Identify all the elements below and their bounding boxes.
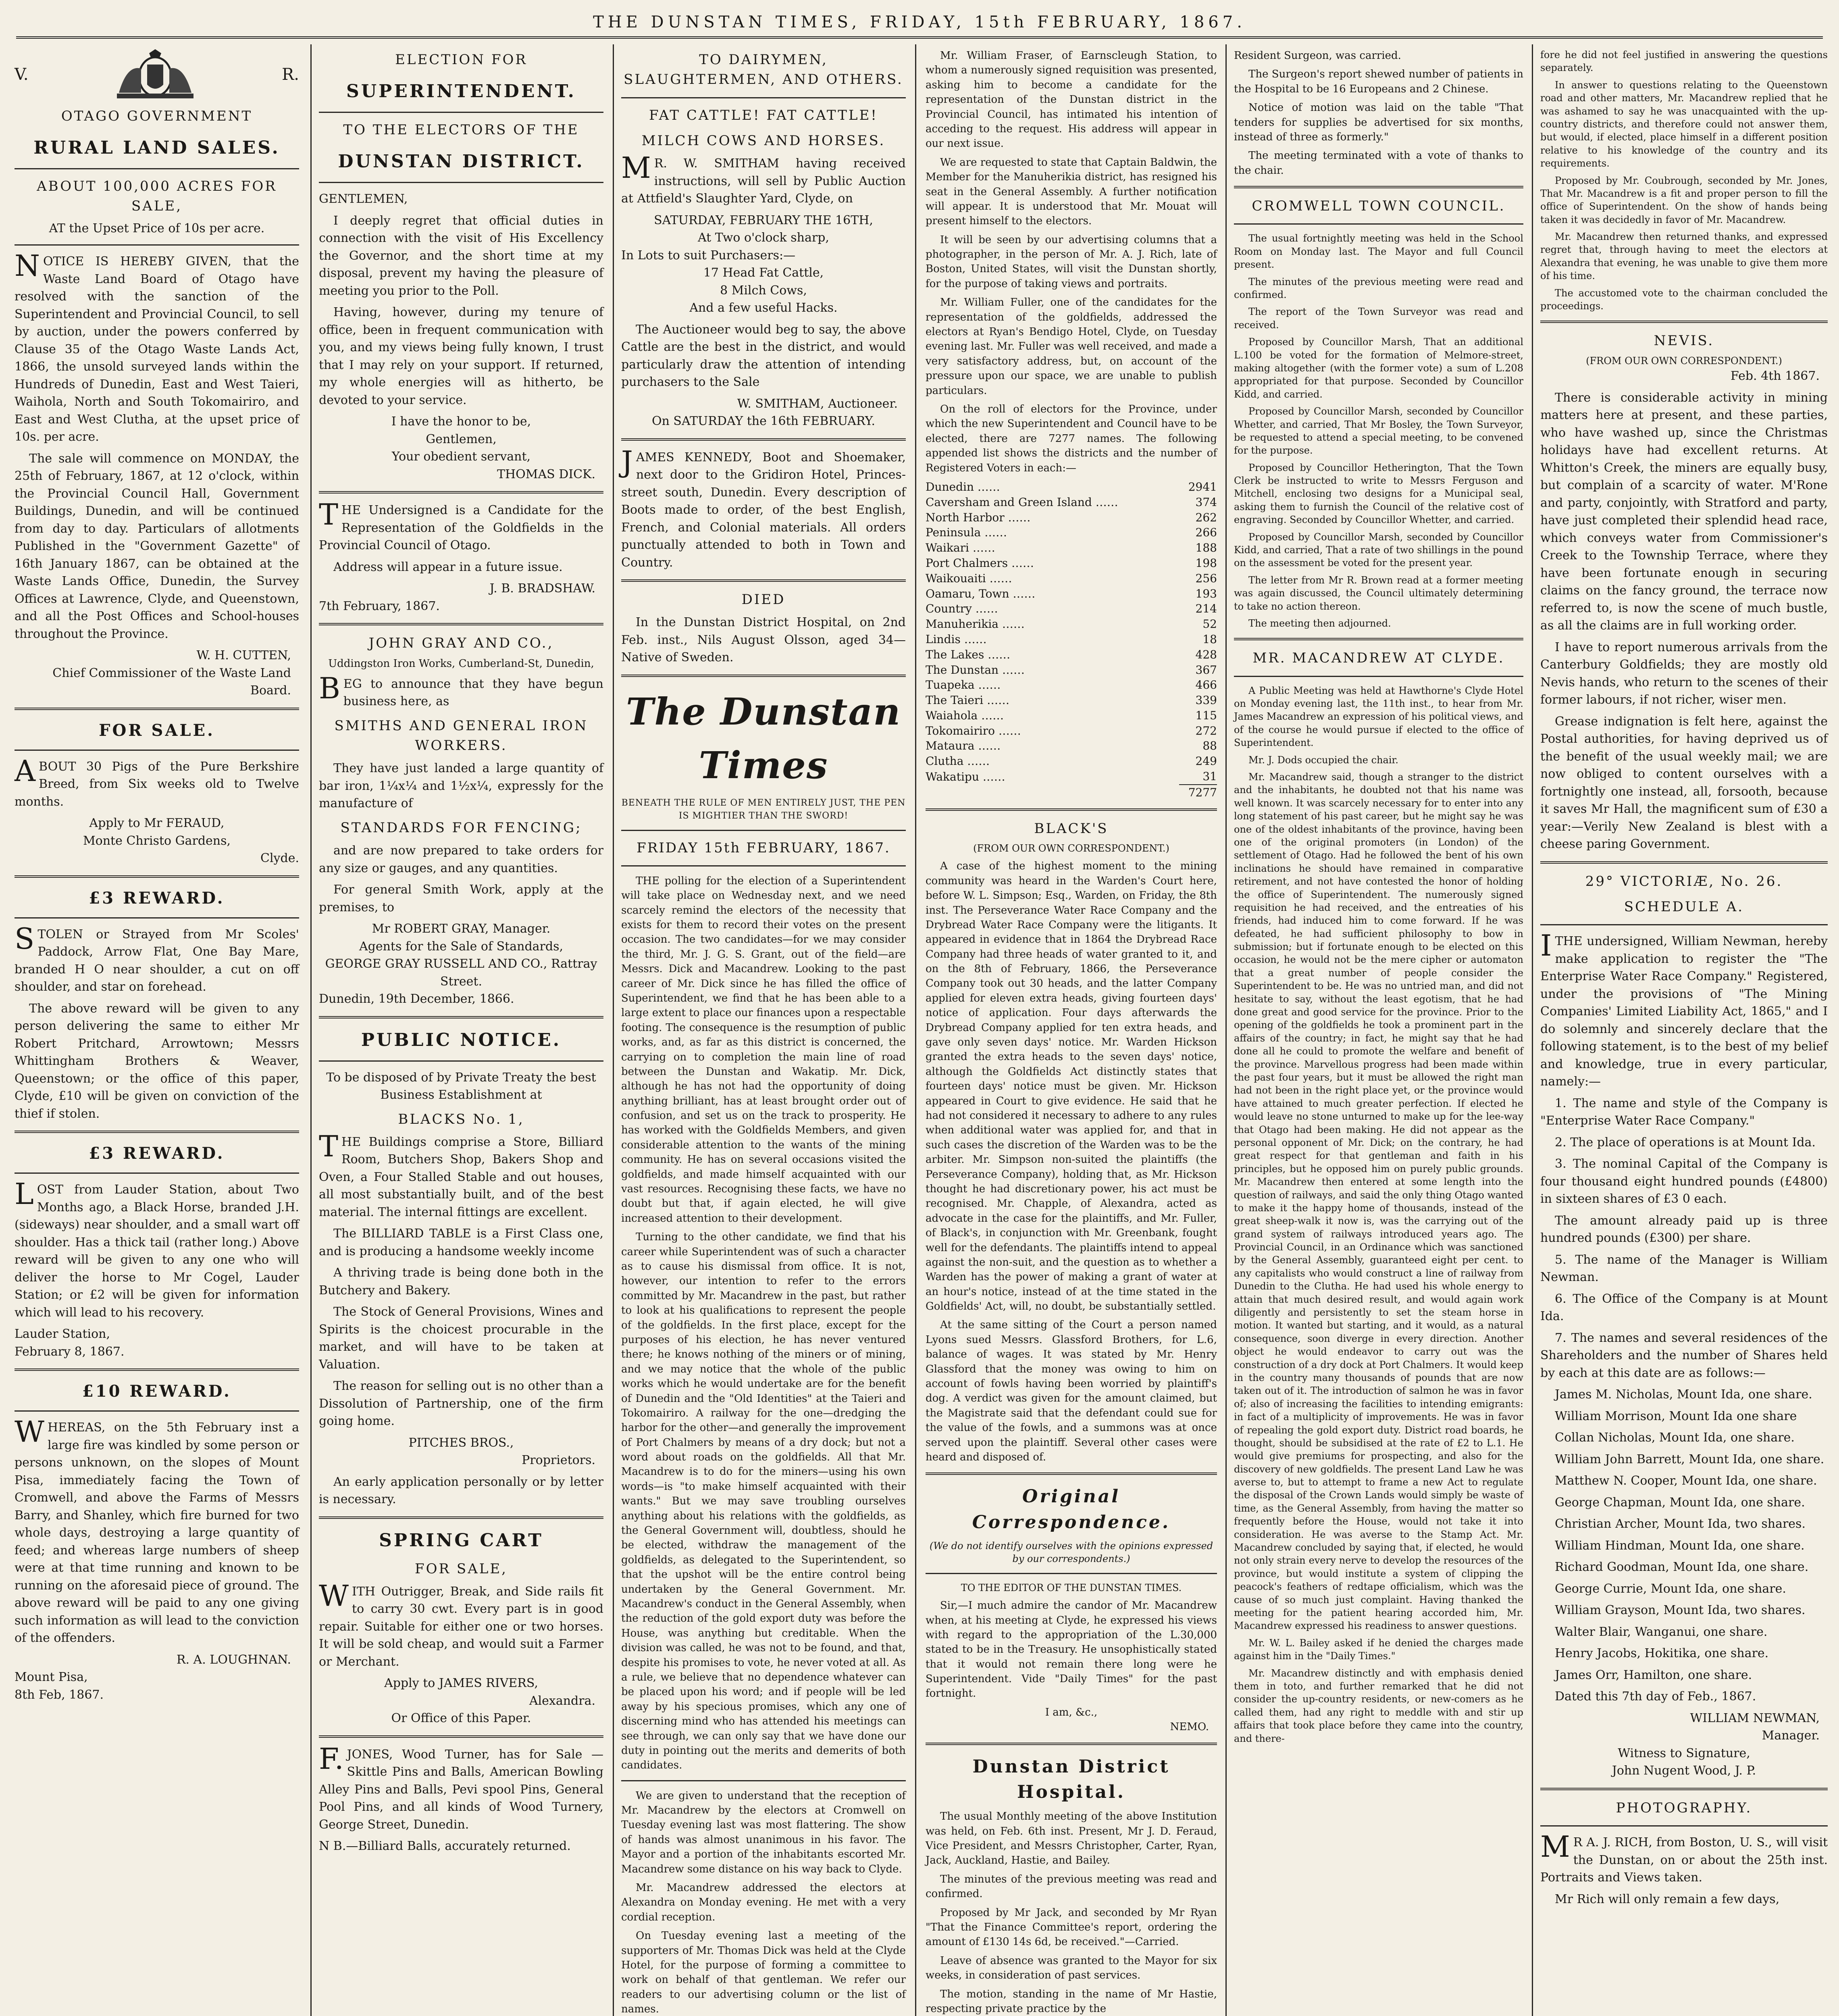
jones-body: F.JONES, Wood Turner, has for Sale —Skittle Pins and Balls, American Bowling Alley Pins and Balls, Pevi spool Pins, General Pool Pins, and all kinds of Wood Turnery, George Street, Dunedin. (319, 1741, 603, 1832)
act-dated: Dated this 7th day of Feb., 1867. (1555, 1689, 1756, 1704)
election-district: DUNSTAN DISTRICT. (338, 151, 585, 172)
voters-row (926, 723, 1217, 739)
election-close: I have the honor to be, (391, 414, 531, 429)
voters-district: Oamaru, Town …… (926, 587, 1036, 600)
news-paragraph: It will be seen by our advertising columns that a photographer, in the person of Mr. A. J. Rich, late of Boston, United States, will visit the Dunstan shortly, for the purpose of taking views and portraits. (926, 233, 1217, 290)
reward-date-3: 8th Feb, 1867. (15, 1687, 104, 1702)
macandrew-paragraph: fore he did not feel justified in answering the questions separately. (1540, 49, 1828, 74)
hospital-paragraph: Notice of motion was laid on the table "That tenders for supplies be advertised for six months, instead of three as formerly." (1234, 102, 1523, 143)
notice-signature-2: Proprietors. (522, 1453, 595, 1468)
voters-count: 339 (1195, 694, 1217, 707)
hospital-paragraph: The minutes of the previous meeting was read and confirmed. (926, 1873, 1217, 1900)
reward-date-2: February 8, 1867. (15, 1344, 125, 1359)
voters-count: 193 (1195, 587, 1217, 600)
dairy-time: At Two o'clock sharp, (698, 231, 829, 245)
voters-district: Waiahola …… (926, 708, 1004, 722)
reward-heading-3: £10 REWARD. (82, 1382, 231, 1401)
macandrew-heading: MR. MACANDREW AT CLYDE. (1252, 650, 1505, 666)
voters-district: Lindis …… (926, 632, 987, 646)
kennedy-body: JAMES KENNEDY, Boot and Shoemaker, next door to the Gridiron Hotel, Princes-street south, Dunedin. Every description of Boots made to order, of the best English, French, and Colonial materials. All orders punctually attended to both in Town and Country. (621, 444, 906, 570)
column-5 (1232, 44, 1526, 2016)
paper-motto: BENEATH THE RULE OF MEN ENTIRELY JUST, THE PEN IS MIGHTIER THAN THE SWORD! (621, 798, 906, 821)
act-witness: Witness to Signature, (1618, 1746, 1750, 1760)
candidate-signature: J. B. BRADSHAW. (489, 581, 595, 596)
land-notice-body-2: The sale will commence on MONDAY, the 25th of February, 1867, at 12 o'clock, within the Provincial Council Hall, Government Buildings, Dunedin, and will be continued from day to day. Particulars of allotments Published in the "Government Gazette" of 16th January 1867, can be obtained at the Waste Lands Office, Dunedin, the Survey Offices at Lawrence, Clyde, and Queenstown, and all the Post Offices and School-houses throughout the Province. (15, 451, 299, 641)
voters-count: 18 (1202, 632, 1217, 646)
voters-count: 428 (1195, 648, 1217, 661)
act-paragraph: 6. The Office of the Company is at Mount Ida. (1540, 1291, 1828, 1324)
act-witness-2: John Nugent Wood, J. P. (1612, 1764, 1756, 1778)
nevis-subheading: (FROM OUR OWN CORRESPONDENT.) (1586, 355, 1782, 367)
shareholder-item: William Grayson, Mount Ida, two shares. (1555, 1603, 1806, 1618)
voters-count: 2941 (1188, 480, 1217, 494)
cromwell-paragraph: Proposed by Councillor Marsh, seconded by Councillor Whetter, and carried, That Mr Bosley, the Town Surveyor, be requested to attend a special meeting, to be convened for the purpose. (1234, 406, 1523, 456)
voters-district: Wakatipu …… (926, 770, 1005, 783)
land-notice-body: NOTICE IS HEREBY GIVEN, that the Waste Land Board of Otago have resolved with the sanction of the Superintendent and Provincial Council, to sell by auction, under the powers conferred by Clause 35 of the Otago Waste Lands Act, 1866, the unsold surveyed lands within the Hundreds of Dunedin, East and West Taieri, Waihola, North and South Tokomairiro, and East and West Clutha, at the upset price of 10s. per acre. (15, 249, 299, 444)
cart-apply-2: Alexandra. (529, 1693, 595, 1708)
cromwell-paragraph: Proposed by Councillor Marsh, seconded by Councillor Kidd, and carried, That a rate of two shillings in the pound on the assessment be voted for the present year. (1234, 531, 1523, 569)
dairy-item: And a few useful Hacks. (689, 301, 838, 315)
voters-row (926, 525, 1217, 540)
hospital-paragraph: The motion, standing in the name of Mr Hastie, respecting private practice by the (926, 1988, 1217, 2015)
paper-title: The Dunstan Times (626, 689, 901, 787)
reward-place-3: Mount Pisa, (15, 1670, 88, 1685)
election-body-2: Having, however, during my tenure of office, been in frequent communication with you, and my views being fully known, I trust that I may rely on your support. If returned, my whole energies will as hitherto, be devoted to your service. (319, 305, 603, 407)
cromwell-paragraph: The report of the Town Surveyor was read and received. (1234, 306, 1523, 331)
cromwell-paragraph: The usual fortnightly meeting was held in the School Room on Monday last. The Mayor and full Council present. (1234, 233, 1523, 271)
royal-crest (15, 48, 299, 101)
crest-right-letter: R. (282, 65, 299, 84)
act-signature: WILLIAM NEWMAN, (1690, 1711, 1820, 1725)
reward-body-1: STOLEN or Strayed from Mr Scoles' Paddock, Arrow Flat, One Bay Mare, branded H O near shoulder, a cut on off shoulder, and star on forehead. (15, 921, 299, 994)
gray-body-2: They have just landed a large quantity of bar iron, 1¼x¼ and 1½x¼, expressly for the manufacture of (319, 761, 603, 811)
voters-count: 272 (1195, 724, 1217, 737)
for-sale-apply-3: Clyde. (260, 851, 299, 866)
macandrew-paragraph: Mr. Macandrew said, though a stranger to the district and the inhabitants, he doubted not that his name was well known. It was scarcely necessary for to enter into any long statement of his past career, but he might say he was one of the oldest inhabitants of the province, having been one of the original promoters (in London) of the settlement of Otago. Had he followed the bent of his own inclinations he should have remained in comparative retirement, and not have contested the honor of holding the office of Superintendent. The numerously signed requisition he had received, and the entreaties of his friends, had induced him to come forward. If he was defeated, he had sufficient philosophy to bow in submission; but if fortunate enough to be elected on this occasion, he would not be the mere cipher or automaton that a great number of people consider the Superintendent to be. He was no untried man, and did not hesitate to say, without the least egotism, that he had done great and good service for the province. Prior to the opening of the goldfields he took a prominent part in the affairs of the country; in fact, he might say that he had done all he could to promote the welfare and benefit of the province. Marvellous progress had been made within the past four years, but it must be allowed the right man had not been in the right place yet, or the province would have attained to much greater perfection. If elected he would leave no stone unturned to make up for the lee-way that Otago had been making. He did not appear as the personal opponent of Mr. Dick; on the contrary, he had great respect for that gentleman and faith in his principles, but he opposed him on purely public grounds. Mr. Macandrew then entered at some length into the question of railways, and said the only thing Otago wanted to make it the happy home of thousands, instead of the great sheep-walk it now is, was the carrying out of the grand system of railways introduced years ago. The Provincial Council, in an Ordinance which was sanctioned by the General Assembly, guaranteed eight per cent. to any capitalists who would construct a line of railway from Dunedin to the Clutha. He had used his whole energy to attain that much desired result, and would again work diligently and persistently to set the steam horse in motion. It wanted but starting, and it would, as a natural consequence, soon diverge in every direction. Another object he would endeavor to carry out was the construction of a dry dock at Port Chalmers. It would keep in the country many thousands of pounds that are now taken out of it. The introduction of salmon he was in favor of; also of increasing the facilities to intending emigrants: in fact of a multiplicity of improvements. He was in favor of repealing the gold export duty. District road boards, he thought, should be subsidised at the rate of £2 to L.1. He would give premiums for prospecting, and also for the discovery of new goldfields. The present Land Law he was averse to, but to attempt to frame a new Act to regulate the disposal of the Crown Lands would simply be waste of time, as the General Assembly, from having the matter so frequently before the House, would not take it into consideration. He was averse to the Stamp Act. Mr. Macandrew concluded by saying that, if elected, he would not only strain every nerve to develop the resources of the province, but would institute a system of clipping the peacock's feathers of redtape officialism, which was the cause of so much just complaint. Having thanked the meeting for the patient hearing accorded him, Mr. Macandrew expressed his readiness to answer questions. (1234, 771, 1523, 1632)
voters-district: North Harbor …… (926, 510, 1031, 524)
photography-heading: PHOTOGRAPHY. (1616, 1799, 1752, 1816)
voters-district: The Dunstan …… (926, 663, 1025, 677)
election-heading: ELECTION FOR (395, 52, 527, 68)
cromwell-paragraph: The letter from Mr R. Brown read at a former meeting was again discussed, the Council ultimately determining to take no action thereon. (1234, 574, 1523, 612)
shareholder-item: James Orr, Hamilton, one share. (1555, 1668, 1752, 1682)
cromwell-paragraph: The minutes of the previous meeting were read and confirmed. (1234, 276, 1523, 300)
correspondence-signature: NEMO. (1170, 1721, 1209, 1733)
voters-count: 262 (1195, 510, 1217, 524)
for-sale-apply: Apply to Mr FERAUD, (89, 816, 225, 831)
photography-paragraph: MR A. J. RICH, from Boston, U. S., will visit the Dunstan, on or about the 25th inst. Portraits and Views taken. (1540, 1830, 1828, 1885)
gray-agents-2: GEORGE GRAY RUSSELL AND CO., Rattray Street. (325, 957, 597, 989)
gray-body-3: and are now prepared to take orders for any size or gauges, and any quantities. (319, 843, 603, 875)
gray-body: BEG to announce that they have begun business here, as (319, 671, 603, 709)
voters-count: 374 (1195, 495, 1217, 509)
reward-heading-1: £3 REWARD. (89, 888, 225, 908)
news-paragraph: On the roll of electors for the Province, under which the new Superintendent and Council have to be elected, there are 7277 names. The following appended list shows the districts and the number of Registered Voters in each:— (926, 403, 1217, 474)
paper-date: FRIDAY 15th FEBRUARY, 1867. (637, 839, 890, 856)
act-paragraph: 1. The name and style of the Company is "Enterprise Water Race Company." (1540, 1096, 1828, 1128)
column-2 (316, 44, 606, 2016)
jones-nb: N B.—Billiard Balls, accurately returned. (319, 1839, 571, 1854)
gray-trade: SMITHS AND GENERAL IRON WORKERS. (334, 717, 588, 754)
voters-row (926, 540, 1217, 556)
candidate-body: THE Undersigned is a Candidate for the Representation of the Goldfields in the Provincial Council of Otago. (319, 498, 603, 553)
gray-address: Uddingston Iron Works, Cumberland-St, Dunedin, (328, 658, 594, 670)
coat-of-arms-icon (111, 48, 200, 101)
editorial-paragraph: We are given to understand that the reception of Mr. Macandrew by the electors at Cromwell on Tuesday evening last was most flattering. The show of hands was almost unanimous in his favor. The Mayor and a portion of the inhabitants escorted Mr. Macandrew some distance on his way back to Clyde. (621, 1789, 906, 1875)
blacks-subheading: (FROM OUR OWN CORRESPONDENT.) (973, 842, 1169, 854)
shareholder-item: Henry Jacobs, Hokitika, one share. (1555, 1646, 1769, 1661)
voters-row (926, 495, 1217, 510)
dairy-item: 8 Milch Cows, (720, 283, 807, 298)
notice-body-3: The BILLIARD TABLE is a First Class one, and is producing a handsome weekly income (319, 1227, 603, 1258)
notice-body-6: The reason for selling out is no other than a Dissolution of Partnership, one of the firm going home. (319, 1379, 603, 1429)
notice-body: To be disposed of by Private Treaty the best Business Establishment at (326, 1070, 596, 1102)
voters-district: Waikari …… (926, 541, 995, 555)
shareholder-item: Richard Goodman, Mount Ida, one share. (1555, 1560, 1809, 1574)
crest-left-letter: V. (15, 65, 29, 84)
macandrew-paragraph: Proposed by Mr. Coubrough, seconded by Mr. Jones, That Mr. Macandrew is a fit and proper person to fill the office of Superintendent. On the show of hands being taken it was decidedly in favor of Mr. Macandrew. (1540, 175, 1828, 225)
macandrew-paragraph: Mr. J. Dods occupied the chair. (1248, 754, 1398, 766)
reward-body-2: LOST from Lauder Station, about Two Months ago, a Black Horse, branded J.H. (sideways) near shoulder, and a small wart off shoulder. Has a thick tail (rather long.) Above reward will be given to any one who will deliver the horse to Mr Cogel, Lauder Station; or £2 will be given for information which will lead to his recovery. (15, 1177, 299, 1320)
gray-agents: Agents for the Sale of Standards, (359, 939, 564, 954)
shareholder-item: William John Barrett, Mount Ida, one share. (1555, 1452, 1824, 1466)
for-sale-heading: FOR SALE. (99, 721, 215, 740)
voters-row (926, 738, 1217, 754)
voters-district: Tokomairiro …… (926, 724, 1021, 737)
voters-count: 249 (1195, 754, 1217, 768)
dairy-sub-2: MILCH COWS AND HORSES. (641, 132, 886, 149)
voters-row (926, 556, 1217, 571)
election-signature: THOMAS DICK. (497, 467, 595, 481)
voters-district: Clutha …… (926, 754, 990, 768)
act-schedule: SCHEDULE A. (1624, 898, 1744, 915)
voters-district: Waikouaiti …… (926, 571, 1012, 585)
news-paragraph: We are requested to state that Captain Baldwin, the Member for the Manuherikia district, has resigned his seat in the General Assembly. A further notification will appear. It is understood that Mr. Mouat will present himself to the electors. (926, 156, 1217, 227)
macandrew-paragraph: The accustomed vote to the chairman concluded the proceedings. (1540, 287, 1828, 312)
act-paragraph: ITHE undersigned, William Newman, hereby make application to register the "The Enterprise Water Race Company." Registered, under the provisions of "The Mining Companies' Limited Liability Act, 1865," and I do solemnly and sincerely declare that the following statement, is to the best of my belief and knowledge, true in every particular, namely:— (1540, 929, 1828, 1089)
voters-row (926, 662, 1217, 678)
voters-row (926, 708, 1217, 723)
voters-count: 198 (1195, 556, 1217, 570)
voters-row (926, 632, 1217, 647)
voters-row (926, 601, 1217, 616)
land-signature-title: Chief Commissioner of the Waste Land Board. (52, 666, 291, 698)
hospital-paragraph: Proposed by Mr Jack, and seconded by Mr Ryan "That the Finance Committee's report, ordering the amount of £130 14s 6d, be received."—Carried. (926, 1906, 1217, 1948)
voters-table (926, 479, 1217, 800)
editorial-paragraph: On Tuesday evening last a meeting of the supporters of Mr. Thomas Dick was held at the Clyde Hotel, for the purpose of forming a committee to work on behalf of that gentleman. We refer our readers to our advertising column or the list of names. (621, 1930, 906, 2016)
macandrew-paragraph: Mr. Macandrew distinctly and with emphasis denied them in toto, and further remarked that he did not consider the up-country residents, or new-comers as he called them, had any right to meddle with and stir up affairs that took place before they came into the country, and there- (1234, 1667, 1523, 1744)
reward-body-3: WHEREAS, on the 5th February inst a large fire was kindled by some person or persons unknown, on the slopes of Mount Pisa, immediately facing the Town of Cromwell, and above the Farms of Messrs Barry, and Shanley, which fire burned for two whole days, destroying a large quantity of feed; and whereas large numbers of sheep were at that time running and known to be running on the aforesaid piece of ground. The above reward will be paid to any one giving such information as will lead to the conviction of the offenders. (15, 1415, 299, 1645)
macandrew-paragraph: In answer to questions relating to the Queenstown road and other matters, Mr. Macandrew replied that he was ashamed to say he was unacquainted with the up-country districts, and therefore could not answer them, but would, if elected, place himself in a different position relative to his knowledge of the country and its requirements. (1540, 79, 1828, 169)
editorial-paragraph: Mr. Macandrew addressed the electors at Alexandra on Monday evening. He met with a very cordial reception. (621, 1882, 906, 1923)
candidate-date: 7th February, 1867. (319, 599, 440, 613)
photography-paragraph: Mr Rich will only remain a few days, (1555, 1892, 1780, 1906)
gray-manager: Mr ROBERT GRAY, Manager. (372, 922, 551, 936)
reward-body-1b: The above reward will be given to any person delivering the same to either Mr Robert Pritchard, Arrowtown; Messrs Whittingham Brothers & Weaver, Queenstown; or the office of this paper, Clyde, £10 will be given on conviction of the thief if stolen. (15, 1001, 299, 1121)
gray-body-4: For general Smith Work, apply at the premises, to (319, 883, 603, 914)
act-paragraph: The amount already paid up is three hundred pounds (£300) per share. (1540, 1213, 1828, 1245)
voters-count: 52 (1202, 617, 1217, 631)
voters-row (926, 479, 1217, 495)
cart-heading: SPRING CART (379, 1530, 543, 1551)
hospital-paragraph: Leave of absence was granted to the Mayor for six weeks, in consideration of past services. (926, 1954, 1217, 1982)
notice-body-2: THE Buildings comprise a Store, Billiard Room, Butchers Shop, Bakers Shop and Oven, a Four Stalled Stable and out houses, all most substantially built, and of the best material. The internal fittings are excellent. (319, 1129, 603, 1219)
voters-row (926, 616, 1217, 632)
voters-count: 88 (1202, 739, 1217, 753)
nevis-paragraph: Grease indignation is felt here, against the Postal authorities, for having deprived us of the benefit of the usual weekly mail; we are now obliged to content ourselves with a fortnightly one instead, all, forsooth, because it saves Mr Hall, the magnificent sum of £30 a year:—Verily New Zealand is blest with a cheese paring Government. (1540, 714, 1828, 852)
cart-apply-3: Or Office of this Paper. (391, 1711, 531, 1726)
voters-row (926, 677, 1217, 693)
for-sale-body: ABOUT 30 Pigs of the Pure Berkshire Breed, from Six weeks old to Twelve months. (15, 754, 299, 809)
cromwell-paragraph: Proposed by Councillor Hetherington, That the Town Clerk be instructed to write to Messrs Ferguson and Mitchell, enclosing two designs for a Municipal seal, asking them to furnish the Council of the relative cost of engraving. Seconded by Councillor Whetter, and carried. (1234, 462, 1523, 526)
reward-place-2: Lauder Station, (15, 1327, 110, 1341)
voters-district: Country …… (926, 602, 998, 616)
act-paragraph: 7. The names and several residences of the Shareholders and the number of Shares held by each at this date are as follows:— (1540, 1331, 1828, 1380)
voters-district: Mataura …… (926, 739, 1001, 753)
notice-body-7: An early application personally or by letter is necessary. (319, 1475, 603, 1507)
land-signature: W. H. CUTTEN, (196, 648, 291, 663)
hospital-paragraph: The Surgeon's report shewed number of patients in the Hospital to be 16 Europeans and 2 Chinese. (1234, 68, 1523, 95)
act-heading: 29° VICTORIÆ, No. 26. (1585, 873, 1783, 889)
act-paragraph: 3. The nominal Capital of the Company is four thousand eight hundred pounds (£4800) in sixteen shares of £3 0 each. (1540, 1157, 1828, 1206)
election-close-2: Gentlemen, (426, 432, 497, 446)
hospital-heading: Dunstan District Hospital. (972, 1756, 1170, 1803)
shareholder-item: George Chapman, Mount Ida, one share. (1555, 1495, 1805, 1510)
cart-body: WITH Outrigger, Break, and Side rails fit to carry 30 cwt. Every part is in good repair. Suitable for either one or two horses. It will be sold cheap, and would suit a Farmer or Merchant. (319, 1579, 603, 1669)
voters-district: Manuherikia …… (926, 617, 1025, 631)
dairy-item: 17 Head Fat Cattle, (703, 266, 824, 280)
notice-place: BLACKS No. 1, (398, 1111, 524, 1127)
land-heading: OTAGO GOVERNMENT (61, 108, 253, 124)
shareholder-item: William Morrison, Mount Ida one share (1555, 1409, 1797, 1423)
died-heading: DIED (741, 591, 786, 608)
column-rule (915, 44, 916, 2016)
notice-body-5: The Stock of General Provisions, Wines and Spirits is the choicest procurable in the market, and will have to be taken at Valuation. (319, 1305, 603, 1372)
blacks-heading: BLACK'S (1034, 820, 1109, 837)
voters-count: 31 (1202, 770, 1217, 783)
act-paragraph: 5. The name of the Manager is William Newman. (1540, 1252, 1828, 1285)
voters-row (926, 693, 1217, 708)
voters-count: 367 (1195, 663, 1217, 677)
shareholders-list (1540, 1386, 1828, 1684)
notice-body-4: A thriving trade is being done both in the Butchery and Bakery. (319, 1266, 603, 1297)
voters-row (926, 769, 1217, 785)
shareholder-item: Collan Nicholas, Mount Ida, one share. (1555, 1431, 1795, 1445)
act-paragraph: 2. The place of operations is at Mount Ida. (1555, 1135, 1816, 1150)
voters-count: 256 (1195, 571, 1217, 585)
correspondence-body: Sir,—I much admire the candor of Mr. Macandrew when, at his meeting at Clyde, he expressed his views with regard to the appropriation of the L.30,000 stated to be in the Treasury. He unsophistically stated that it would not remain there long were he Superintendent. Vide "Daily Times" for the past fortnight. (926, 1599, 1217, 1700)
shareholder-item: William Hindman, Mount Ida, one share. (1555, 1538, 1805, 1553)
voters-district: Dunedin …… (926, 480, 1000, 494)
shareholder-item: James M. Nicholas, Mount Ida, one share. (1555, 1387, 1812, 1402)
land-price: AT the Upset Price of 10s per acre. (49, 221, 265, 235)
dairy-date: SATURDAY, FEBRUARY THE 16TH, (654, 213, 873, 227)
column-rule (1225, 44, 1227, 2016)
shareholder-item: Walter Blair, Wanganui, one share. (1555, 1624, 1768, 1639)
died-body: In the Dunstan District Hospital, on 2nd Feb. inst., Nils August Olsson, aged 34—Native of Sweden. (621, 615, 906, 665)
macandrew-paragraph: A Public Meeting was held at Hawthorne's Clyde Hotel on Monday evening last, the 11th inst., to hear from Mr. James Macandrew an expression of his political views, and of the course he would pursue if elected to the office of Superintendent. (1234, 685, 1523, 749)
voters-district: Port Chalmers …… (926, 556, 1034, 570)
election-to: TO THE ELECTORS OF THE (343, 122, 579, 138)
dairy-body: MR. W. SMITHAM having received instructions, will sell by Public Auction at Attfield's Slaughter Yard, Clyde, on (621, 151, 906, 206)
gray-trade-2: STANDARDS FOR FENCING; (340, 819, 582, 836)
blacks-paragraph: At the same sitting of the Court a person named Lyons sued Messrs. Glassford Brothers, for L.6, balance of wages. It was stated by Mr. Henry Glassford that the money was owing to him on account of fowls having been worried by plaintiff's dog. A verdict was given for the amount claimed, but the Magistrate said that the defendant could sue for the value of the fowls, and a summons was at once served upon the plaintiff. Several other cases were heard and disposed of. (926, 1319, 1217, 1463)
correspondence-heading: Original Correspondence. (972, 1486, 1171, 1533)
dairy-heading: TO DAIRYMEN, SLAUGHTERMEN, AND OTHERS. (624, 52, 903, 88)
editorial-paragraph: Turning to the other candidate, we find that his career while Superintendent was of such a character as to cause his dismissal from office. It is not, however, our intention to refer to the errors committed by Mr. Macandrew in the past, but rather to look at his qualifications to represent the people of the goldfields. In the first place, except for the purposes of his election, he has never ventured there; he knows nothing of the miners or of mining, and we may notice that the whole of the public works which he would undertake are for the benefit of Dunedin and the "Old Identities" at the Taieri and Tokomairiro. A railway for the one—dredging the harbor for the other—and generally the improvement of Port Chalmers by means of a dry dock; but not a word about roads on the goldfields. All that Mr. Macandrew is to do for the miners—using his own words—is "to make himself acquainted with their wants." But we may save troubling ourselves anything about his relations with the goldfields, as the General Government will, doubtless, should he be elected, withdraw the management of the goldfields, as delegated to the Superintendent, so that the upshot will be the entire control being undertaken by the General Government. Mr. Macandrew's conduct in the General Assembly, when the reduction of the gold export duty was before the House, was anything but creditable. When the division was called, he was not to be found, and that, despite his promises to vote, he never voted at all. As a rule, we believe that no dependence whatever can be placed upon his word; and if people will be led away by his specious promises, which any one of discerning mind who has attended his meetings can see through, we can only say that we have done our duty in pointing out the merits and demerits of both candidates. (621, 1231, 906, 1772)
voters-district: The Taieri …… (926, 694, 1010, 707)
election-heading-2: SUPERINTENDENT. (346, 81, 576, 102)
dairy-body-2: The Auctioneer would beg to say, the above Cattle are the best in the district, and would particularly draw the attention of intending purchasers to the Sale (621, 322, 906, 389)
public-notice-heading: PUBLIC NOTICE. (361, 1029, 562, 1050)
voters-district: Tuapeka …… (926, 678, 1001, 692)
correspondence-close: I am, &c., (1045, 1706, 1098, 1718)
election-body: I deeply regret that official duties in connection with the visit of His Excellency the Governor, and the short time at my disposal, prevent my having the pleasure of meeting you prior to the Poll. (319, 213, 603, 298)
macandrew-paragraph: Mr. Macandrew then returned thanks, and expressed regret that, through having to meet the electors at Alexandra that evening, he was unable to give them more of his time. (1540, 231, 1828, 282)
column-4 (923, 44, 1219, 2016)
candidate-body-2: Address will appear in a future issue. (333, 560, 563, 574)
cromwell-heading: CROMWELL TOWN COUNCIL. (1252, 198, 1506, 215)
act-signature-title: Manager. (1762, 1729, 1820, 1743)
column-1 (12, 44, 302, 2016)
land-subheading: ABOUT 100,000 ACRES FOR SALE, (37, 178, 277, 215)
shareholder-item: Matthew N. Cooper, Mount Ida, one share. (1555, 1474, 1817, 1488)
voters-count: 466 (1195, 678, 1217, 692)
voters-row (926, 754, 1217, 769)
cart-apply: Apply to JAMES RIVERS, (384, 1676, 538, 1691)
voters-count: 188 (1195, 541, 1217, 555)
news-paragraph: Mr. William Fuller, one of the candidates for the representation of the goldfields, addressed the electors at Ryan's Bendigo Hotel, Clyde, on Tuesday evening last. Mr. Fuller was well received, and made a very satisfactory address, but, on account of the pressure upon our space, we are unable to publish particulars. (926, 296, 1217, 397)
macandrew-paragraph: Mr. W. L. Bailey asked if he denied the charges made against him in the "Daily Times." (1234, 1637, 1523, 1662)
cromwell-paragraph: Proposed by Councillor Marsh, That an additional L.100 be voted for the formation of Melmore-street, making altogether (with the former vote) a sum of L.208 appropriated for that purpose. Seconded by Councillor Kidd, and carried. (1234, 336, 1523, 400)
shareholder-item: George Currie, Mount Ida, one share. (1555, 1581, 1786, 1596)
nevis-date: Feb. 4th 1867. (1730, 369, 1820, 383)
voters-row (926, 586, 1217, 602)
column-rule (310, 44, 312, 2016)
correspondence-note: (We do not identify ourselves with the opinions expressed by our correspondents.) (929, 1540, 1213, 1565)
election-close-3: Your obedient servant, (391, 450, 531, 464)
shareholder-item: Christian Archer, Mount Ida, two shares. (1555, 1517, 1806, 1531)
voters-district: The Lakes …… (926, 648, 1011, 661)
hospital-paragraph: The usual Monthly meeting of the above Institution was held, on Feb. 6th inst. Present, Mr J. D. Feraud, Vice President, and Messrs Christopher, Carter, Ryan, Jack, Auckland, Hastie, and Bailey. (926, 1810, 1217, 1867)
nevis-paragraph: There is considerable activity in mining matters here at present, and these parties, who have washed up, since the Christmas holidays have had excellent returns. At Whitton's Creek, the miners are equally busy, but complain of a scarcity of water. M'Rone and party, conjointly, with Stratford and party, have just completed their splendid head race, which conveys water from Commissioner's Creek to the Township Terrace, where they have been fortunate enough in securing claims on the fancy ground, the terrace now referred to, is now the scene of much bustle, as all the claims are in full working order. (1540, 390, 1828, 633)
masthead: THE DUNSTAN TIMES, FRIDAY, 15th FEBRUARY, 1867. (16, 8, 1823, 39)
dairy-on: On SATURDAY the 16th FEBRUARY. (651, 414, 876, 429)
column-3 (619, 44, 908, 2016)
reward-signature-3: R. A. LOUGHNAN. (176, 1652, 291, 1667)
column-6 (1538, 44, 1830, 2016)
hospital-paragraph: The meeting terminated with a vote of thanks to the chair. (1234, 150, 1523, 177)
hospital-paragraph: Resident Surgeon, was carried. (1234, 50, 1401, 62)
column-rule (613, 44, 614, 2016)
editorial-paragraph: THE polling for the election of a Superintendent will take place on Wednesday next, and we need scarcely remind the electors of the necessity that exists for them to record their votes on the present occasion. The two candidates—for we may consider the third, Mr. J. G. S. Grant, out of the field—are Messrs. Dick and Macandrew. Looking to the past career of Mr. Dick since he has filled the office of Superintendent, we find that he has been able to a large extent to place our finances upon a respectable footing. The consequence is the resumption of public works, and, as far as this district is concerned, the carrying on to completion the main line of road between the Dunstan and Wakatip. Mr. Dick, although he has not had the opportunity of doing anything brilliant, has at least brought order out of confusion, and set us on the track to prosperity. He has worked with the Goldfields Members, and given considerable attention to the wants of the mining community. He has on several occasions visited the goldfields, and made himself acquainted with our vast resources. Recognising these facts, we have no doubt but that, if again elected, he will give increased attention to their development. (621, 875, 906, 1225)
voters-count: 266 (1195, 526, 1217, 539)
notice-signature: PITCHES BROS., (408, 1435, 514, 1450)
reward-heading-2: £3 REWARD. (89, 1144, 225, 1163)
voters-count: 214 (1195, 602, 1217, 616)
voters-row (926, 571, 1217, 586)
dairy-sub: FAT CATTLE! FAT CATTLE! (649, 107, 878, 123)
for-sale-apply-2: Monte Christo Gardens, (83, 833, 231, 848)
voters-row (926, 647, 1217, 662)
voters-district: Caversham and Green Island …… (926, 495, 1118, 509)
blacks-paragraph: A case of the highest moment to the mining community was heard in the Warden's Court here, before W. L. Simpson; Esq., Warden, on Friday, the 8th inst. The Perseverance Water Race Company and the Drybread Water Race Company were the litigants. It appeared in evidence that in 1864 the Drybread Race Company had three heads of water granted to it, and on the 8th of February, 1866, the Perseverance Company took out 30 heads, and the latter Company applied for eleven extra heads, giving fourteen days' notice of application. Four days afterwards the Drybread Company applied for ten extra heads, and gave only seven days' notice. Mr. Warden Hickson granted the extra heads to the seven days' notice, although the Goldfields Act distinctly states that fourteen days' notice must be given. Mr. Hickson appeared in Court to give evidence. He said that he had not considered it necessary to adhere to any rules when additional water was applied for, and that in such cases the discretion of the Warden was to be the arbiter. Mr. Simpson non-suited the plaintiffs (the Perseverance Company), holding that, as Mr. Hickson thought he had discretionary power, his act must be recognised. Mr. Chapple, of Alexandra, acted as advocate in the case for the plaintiffs, and Mr. Fuller, of Black's, in conjunction with Mr. Greenbank, fought well for the defendants. The plaintiffs intend to appeal against the non-suit, and the question as to whether a Warden has the power of making a grant of water at an hour's notice, instead of at the time stated in the Goldfields' Act, will, no doubt, be substantially settled. (926, 860, 1217, 1313)
news-paragraph: Mr. William Fraser, of Earnscleugh Station, to whom a numerously signed requisition was presented, asking him to become a candidate for the representation of the Dunstan district in the Provincial Council, has intimated his intention of acceding to the request. His address will appear in our next issue. (926, 50, 1217, 150)
nevis-heading: NEVIS. (1654, 333, 1714, 349)
land-heading-2: RURAL LAND SALES. (33, 137, 280, 158)
cromwell-paragraph: The meeting then adjourned. (1248, 617, 1391, 629)
voters-district: Peninsula …… (926, 526, 1007, 539)
cart-heading-2: FOR SALE, (415, 1560, 508, 1577)
gray-date: Dunedin, 19th December, 1866. (319, 992, 514, 1006)
gray-heading: JOHN GRAY AND CO., (368, 635, 554, 652)
dairy-lots: In Lots to suit Purchasers:— (621, 248, 796, 262)
voters-count: 115 (1195, 708, 1217, 722)
dairy-signature: W. SMITHAM, Auctioneer. (737, 396, 898, 411)
correspondence-to: TO THE EDITOR OF THE DUNSTAN TIMES. (961, 1582, 1182, 1593)
column-rule (1532, 44, 1533, 2016)
nevis-paragraph: I have to report numerous arrivals from the Canterbury Goldfields; they are mostly old Nevis hands, who return to the scenes of their former labours, if not richer, wiser men. (1540, 640, 1828, 707)
voters-row (926, 510, 1217, 525)
voters-total: 7277 (1179, 785, 1217, 800)
election-salutation: GENTLEMEN, (319, 192, 408, 206)
